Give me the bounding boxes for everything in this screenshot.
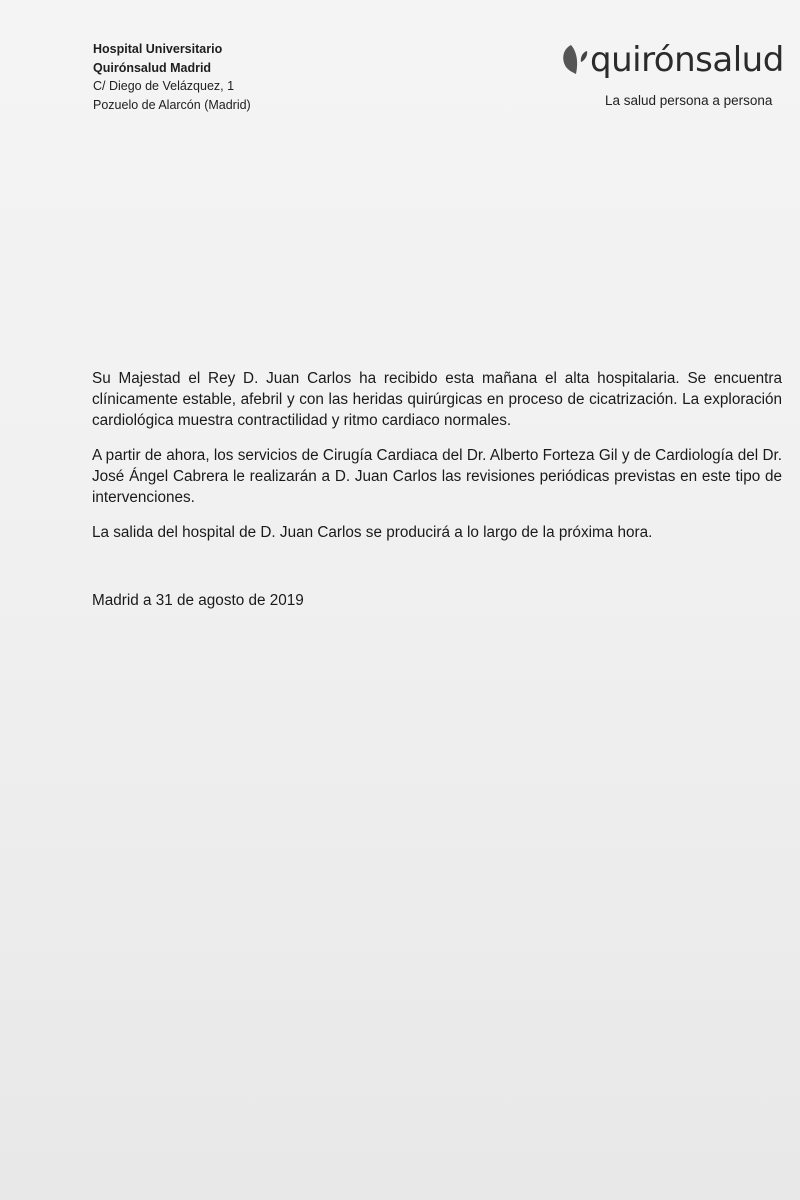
paragraph-departure: La salida del hospital de D. Juan Carlos se producirá a lo largo de la próxima hora. [92, 524, 653, 541]
quironsalud-logo [560, 40, 792, 115]
date-line: Madrid a 31 de agosto de 2019 [92, 592, 304, 609]
street-address: C/ Diego de Velázquez, 1 [93, 79, 235, 93]
sender-address [93, 40, 251, 114]
logo-wordmark: quirónsalud [590, 40, 784, 80]
leaf-logo-icon [560, 43, 594, 77]
logo-tagline: La salud persona a persona [605, 93, 773, 108]
paragraph-followup: A partir de ahora, los servicios de Cirugía Cardiaca del Dr. Alberto Forteza Gil y de Cardiología del Dr. José Ángel Cabrera le realizarán a D. Juan Carlos las revisiones periódicas previstas en este tipo de intervenciones. [92, 447, 782, 506]
paragraph-discharge: Su Majestad el Rey D. Juan Carlos ha recibido esta mañana el alta hospitalaria. Se encuentra clínicamente estable, afebril y con las heridas quirúrgicas en proceso de cicatrización. La exploración cardiológica muestra contractilidad y ritmo cardiaco normales. [92, 370, 782, 429]
hospital-name-line1: Hospital Universitario [93, 42, 223, 56]
hospital-name-line2: Quirónsalud Madrid [93, 60, 212, 75]
city-address: Pozuelo de Alarcón (Madrid) [93, 97, 251, 112]
statement-body [92, 368, 782, 557]
